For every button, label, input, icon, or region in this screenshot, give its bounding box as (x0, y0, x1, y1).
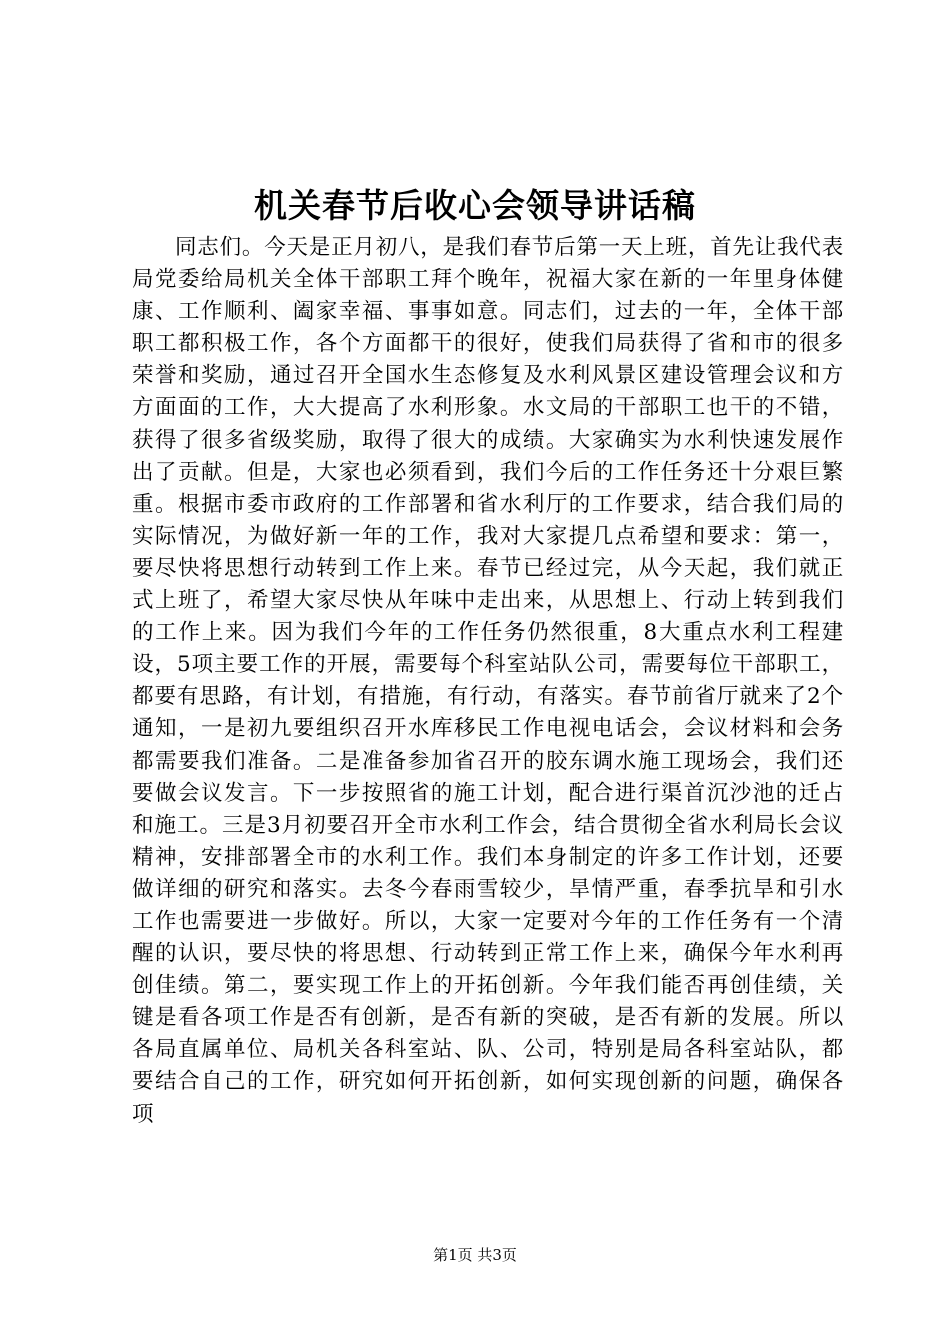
document-body-paragraph: 同志们。今天是正月初八，是我们春节后第一天上班，首先让我代表局党委给局机关全体干部职工拜个晚年，祝福大家在新的一年里身体健康、工作顺利、阖家幸福、事事如意。同志们，过去的一年，全体干部职工都积极工作，各个方面都干的很好，使我们局获得了省和市的很多荣誉和奖励，通过召开全国水生态修复及水利风景区建设管理会议和方方面面的工作，大大提高了水利形象。水文局的干部职工也干的不错，获得了很多省级奖励，取得了很大的成绩。大家确实为水利快速发展作出了贡献。但是，大家也必须看到，我们今后的工作任务还十分艰巨繁重。根据市委市政府的工作部署和省水利厅的工作要求，结合我们局的实际情况，为做好新一年的工作，我对大家提几点希望和要求：第一，要尽快将思想行动转到工作上来。春节已经过完，从今天起，我们就正式上班了，希望大家尽快从年味中走出来，从思想上、行动上转到我们的工作上来。因为我们今年的工作任务仍然很重，8大重点水利工程建设，5项主要工作的开展，需要每个科室站队公司，需要每位干部职工，都要有思路，有计划，有措施，有行动，有落实。春节前省厅就来了2个通知，一是初九要组织召开水库移民工作电视电话会，会议材料和会务都需要我们准备。二是准备参加省召开的胶东调水施工现场会，我们还要做会议发言。下一步按照省的施工计划，配合进行渠首沉沙池的迁占和施工。三是3月初要召开全市水利工作会，结合贯彻全省水利局长会议精神，安排部署全市的水利工作。我们本身制定的许多工作计划，还要做详细的研究和落实。去冬今春雨雪较少，旱情严重，春季抗旱和引水工作也需要进一步做好。所以，大家一定要对今年的工作任务有一个清醒的认识，要尽快的将思想、行动转到正常工作上来，确保今年水利再创佳绩。第二，要实现工作上的开拓创新。今年我们能否再创佳绩，关键是看各项工作是否有创新，是否有新的突破，是否有新的发展。所以各局直属单位、局机关各科室站、队、公司，特别是局各科室站队，都要结合自己的工作，研究如何开拓创新，如何实现创新的问题，确保各项 (132, 235, 844, 1127)
document-title: 机关春节后收心会领导讲话稿 (254, 186, 696, 225)
page-number-footer: 第1页 共3页 (433, 1246, 517, 1264)
